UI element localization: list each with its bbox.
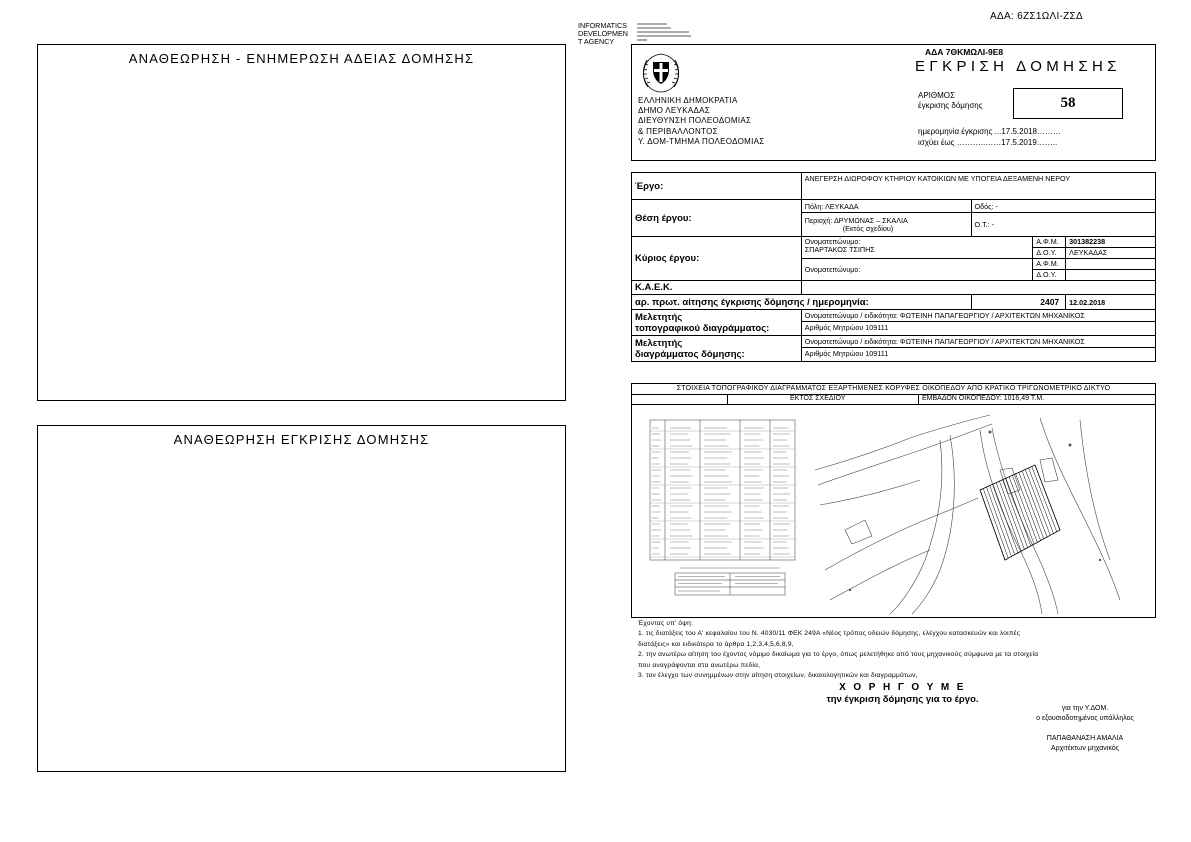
afm-value: 301382238 [1066, 237, 1155, 248]
kaek-value [801, 281, 1155, 295]
map-lines [815, 415, 1120, 614]
plot-hatch-line [1006, 478, 1031, 546]
plot-hatch-line [993, 484, 1018, 553]
agency-stamp-fineprint [637, 22, 697, 45]
street-value: Οδός: - [971, 200, 1156, 213]
owner-label: Κύριος έργου: [632, 237, 802, 281]
plot-hatch-line [1009, 477, 1034, 544]
city-value: Πόλη: ΛΕΥΚΑΔΑ [801, 200, 971, 213]
protocol-label: αρ. πρωτ. αίτησης έγκρισης δόμησης / ημερομηνία: [632, 295, 972, 310]
map-symbols [849, 431, 1101, 592]
plot-hatch-line [1016, 474, 1041, 541]
protocol-number: 2407 [971, 295, 1066, 310]
doy-value: ΛΕΥΚΑΔΑΣ [1069, 248, 1108, 257]
plot-hatch-line [996, 483, 1021, 552]
doy2-label: Δ.Ο.Υ. [1036, 270, 1057, 279]
plot-hatch-line [983, 489, 1008, 559]
build-author-cell [801, 336, 1155, 362]
approval-number-label: ΑΡΙΘΜΟΣ έγκρισης δόμησης [918, 91, 983, 110]
plot-hatch-line [1032, 466, 1057, 531]
approval-date: ημερομηνία έγκρισης ...17.5.2018……… [918, 127, 1061, 136]
header-title: ΕΓΚΡΙΣΗ ΔΟΜΗΣΗΣ [915, 58, 1121, 75]
project-value: ΑΝΕΓΕΡΣΗ ΔΙΩΡΟΦΟΥ ΚΤΗΡΙΟΥ ΚΑΤΟΙΚΙΩΝ ΜΕ ΥΠΟΓΕΙΑ ΔΕΞΑΜΕΝΗ ΝΕΡΟΥ [801, 173, 1155, 200]
afm-label: Α.Φ.Μ. [1033, 237, 1065, 248]
topo-author-cell [801, 310, 1155, 336]
ot-value: Ο.Τ.: - [971, 213, 1156, 237]
plot-hatch-line [999, 481, 1024, 549]
build-author-label: Μελετητής διαγράμματος δόμησης: [632, 336, 802, 362]
ada-reference: ΑΔΑ: 6ΖΣ1ΩΛΙ-ΖΣΔ [990, 11, 1084, 22]
revision-approval-panel [37, 425, 566, 772]
outside-plan: ΕΚΤΟΣ ΣΧΕΔΙΟΥ [790, 395, 846, 402]
plot-hatch-line [1025, 469, 1050, 535]
legal-notes: Έχοντας υπ' όψη: 1. τις διατάξεις του Α' κεφαλαίου του Ν. 4030/11 ΦΕΚ 249Α «Νέος τρόπος οδειών δόμησης, ελέγχου κατασκευών και λοιπές διατάξεις» και ειδικότερα το άρθρα 1,2,3,4,5,6,8,9, 2. την ανωτέρω αίτηση του έχοντος νόμιμο δικαίωμα για το έργο, όπως μελετήθηκε από τους μηχανικούς σύμφωνα με τα στοιχεία που αναγράφονται στα ανωτέρω πεδία, 3. τον έλεγχο των συνημμένων στην αίτηση στοιχείων, δικαιολογητικών και διαγραμμάτων, [638, 620, 1039, 680]
build-author-registry: Αριθμός Μητρώου 109111 [804, 349, 889, 358]
plot-area: ΕΜΒΑΔΟΝ ΟΙΚΟΠΕΔΟΥ: 1016,49 Τ.Μ. [922, 395, 1045, 402]
revision-update-panel [37, 44, 566, 401]
agency-stamp: INFORMATICS DEVELOPMEN T AGENCY [578, 21, 628, 46]
protocol-date: 12.02.2018 [1066, 295, 1156, 310]
topo-author-registry: Αριθμός Μητρώου 109111 [804, 323, 889, 332]
revision-update-title: ΑΝΑΘΕΩΡΗΣΗ - ΕΝΗΜΕΡΩΣΗ ΑΔΕΙΑΣ ΔΟΜΗΣΗΣ [128, 51, 475, 66]
signer-title: Αρχιτέκτων μηχανικός [1050, 745, 1120, 752]
location-label: Θέση έργου: [632, 200, 802, 237]
issuing-authority: ΕΛΛΗΝΙΚΗ ΔΗΜΟΚΡΑΤΙΑ ΔΗΜΟ ΛΕΥΚΑΔΑΣ ΔΙΕΥΘΥΝΣΗ ΠΟΛΕΟΔΟΜΙΑΣ & ΠΕΡΙΒΑΛΛΟΝΤΟΣ Υ. ΔΟΜ-ΤΜΗΜΑ ΠΟΛΕΟΔΟΜΙΑΣ [638, 96, 765, 146]
fineprint-lines [637, 22, 695, 44]
plot-hatch-line [1019, 472, 1044, 538]
topographic-header: ΣΤΟΙΧΕΙΑ ΤΟΠΟΓΡΑΦΙΚΟΥ ΔΙΑΓΡΑΜΜΑΤΟΣ ΕΞΑΡΤΗΜΕΝΕΣ ΚΟΡΥΦΕΣ ΟΙΚΟΠΕΔΟΥ ΑΠΟ ΚΡΑΤΙΚΟ ΤΡΙΓΩΝΟΜΕΤΡΙΚΟ ΔΙΚΤΥΟ [676, 385, 1111, 392]
signer-name: ΠΑΠΑΘΑΝΑΣΗ ΑΜΑΛΙΑ [1046, 735, 1124, 742]
hellenic-emblem-icon [638, 52, 684, 94]
valid-until: ισχύει έως ………..……17.5.2019…….. [918, 137, 1058, 147]
project-label: Έργο: [632, 173, 802, 200]
plot-hatch-line [1035, 465, 1060, 530]
plot-hatch-line [1003, 480, 1028, 548]
approval-dates [918, 127, 1061, 148]
build-author-name: Ονοματεπώνυμο / ειδικότητα: ΦΩΤΕΙΝΗ ΠΑΠΑΓΕΩΡΓΙΟΥ / ΑΡΧΙΤΕΚΤΩΝ ΜΗΧΑΝΙΚΟΣ [802, 337, 1155, 348]
project-info-table [631, 172, 1156, 362]
approval-number: 58 [1013, 88, 1123, 119]
afm2-label: Α.Φ.Μ. [1033, 259, 1065, 270]
revision-approval-title: ΑΝΑΘΕΩΡΗΣΗ ΕΓΚΡΙΣΗΣ ΔΟΜΗΣΗΣ [173, 432, 430, 447]
signature-block: για την Υ.ΔΟΜ. ο εξουσιοδοτημένος υπάλληλος ΠΑΠΑΘΑΝΑΣΗ ΑΜΑΛΙΑ Αρχιτέκτων μηχανικός [1000, 704, 1170, 754]
area-value: Περιοχή: ΔΡΥΜΩΝΑΣ – ΣΚΑΛΙΑ (Εκτός σχεδίου) [801, 213, 971, 237]
plot-hatch-line [1029, 468, 1054, 534]
doy-label: Δ.Ο.Υ. [1036, 248, 1057, 257]
plot-hatch-line [1022, 471, 1047, 537]
approval-statement: Χ Ο Ρ Η Γ Ο Υ Μ Ε την έγκριση δόμησης για το έργο. [826, 682, 979, 705]
plot-hatch-line [1012, 475, 1037, 542]
owner2-name-label: Ονοματεπώνυμο: [801, 259, 1032, 281]
topo-author-name: Ονοματεπώνυμο / ειδικότητα: ΦΩΤΕΙΝΗ ΠΑΠΑΓΕΩΡΓΙΟΥ / ΑΡΧΙΤΕΚΤΩΝ ΜΗΧΑΝΙΚΟΣ [802, 311, 1155, 322]
plot-hatch-line [990, 486, 1015, 555]
kaek-label: Κ.Α.Ε.Κ. [632, 281, 802, 295]
owner-name-cell: Ονοματεπώνυμο: ΣΠΑΡΤΑΚΟΣ ΤΣΙΠΗΣ [801, 237, 1032, 259]
header-ada: ΑΔΑ 7ΘΚΜΩΛΙ-9Ε8 [925, 47, 1004, 57]
plot-hatch-line [986, 487, 1011, 556]
topo-author-label: Μελετητής τοπογραφικού διαγράμματος: [632, 310, 802, 336]
survey-plan-drawing [640, 410, 1150, 614]
owner-name: ΣΠΑΡΤΑΚΟΣ ΤΣΙΠΗΣ [804, 245, 875, 254]
plot-hatch-line [980, 490, 1005, 560]
